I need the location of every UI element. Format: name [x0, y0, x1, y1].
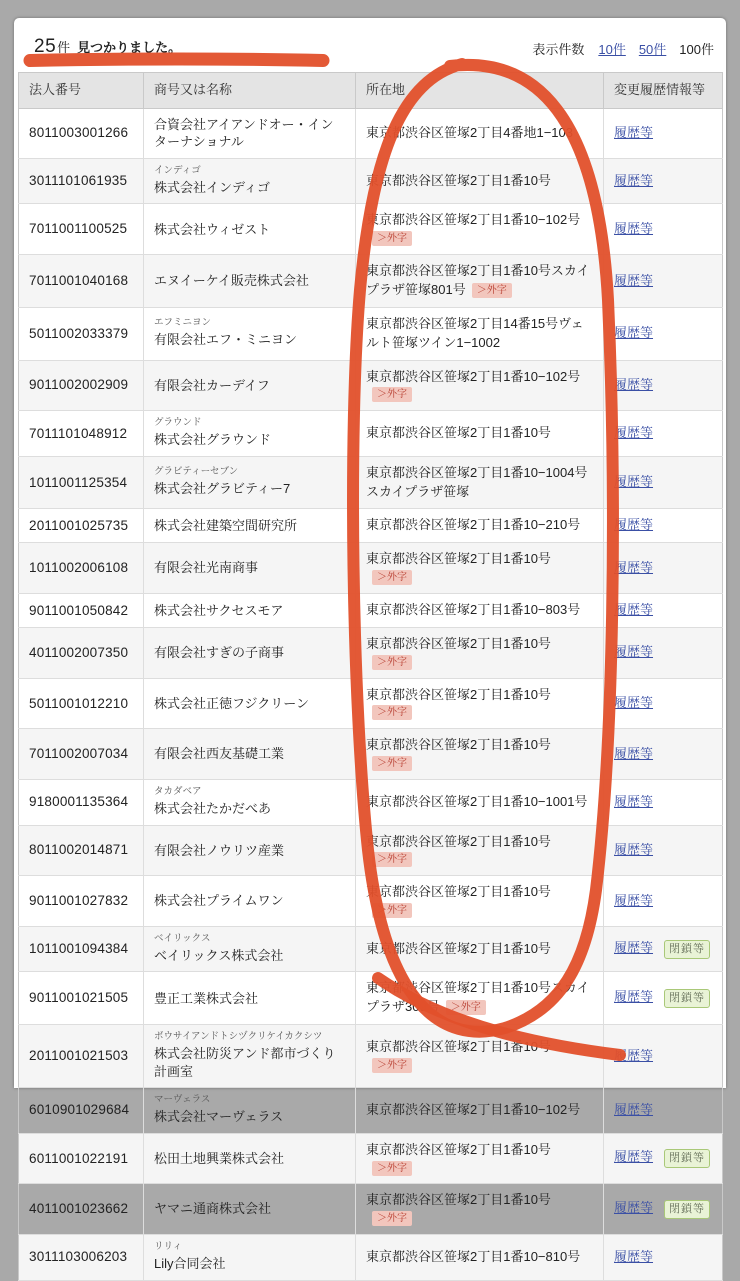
address: 東京都渋谷区笹塚2丁目14番15号ヴェルト笹塚ツイン1−1002: [366, 315, 584, 350]
furigana: ボウサイアンドトシヅクリケイカクシツ: [154, 1031, 323, 1043]
table-row: [19, 411, 723, 456]
company-name: 株式会社グラビティー7: [154, 481, 291, 497]
history-cell: [604, 360, 723, 411]
table-row: [19, 360, 723, 411]
address: 東京都渋谷区笹塚2丁目1番10−102号: [366, 1102, 581, 1117]
corporate-number-cell: [19, 307, 144, 360]
result-count-unit: 件: [57, 40, 71, 55]
history-cell: [604, 411, 723, 456]
corporate-number-cell: [19, 678, 144, 729]
gaiji-badge: ＞外字: [446, 1000, 486, 1015]
address-cell: [356, 678, 604, 729]
history-link[interactable]: 履歴等: [614, 376, 654, 392]
gaiji-badge: ＞外字: [372, 705, 412, 720]
results-bar: [14, 18, 726, 58]
found-text: 見つかりました。: [77, 40, 182, 55]
history-link[interactable]: 履歴等: [614, 892, 654, 908]
corporate-number: 9011001027832: [29, 893, 129, 909]
company-name-cell: [144, 927, 356, 972]
history-cell: [604, 255, 723, 308]
address-cell: [356, 825, 604, 876]
address: 東京都渋谷区笹塚2丁目1番10−102号: [366, 212, 581, 228]
address-cell: [356, 1184, 604, 1235]
gaiji-badge: ＞外字: [372, 1058, 412, 1073]
gaiji-badge: ＞外字: [372, 570, 412, 585]
table-header-row: [19, 73, 723, 109]
history-cell: [604, 307, 723, 360]
table-row: [19, 1235, 723, 1280]
gaiji-badge: ＞外字: [372, 852, 412, 867]
gaiji-badge: ＞外字: [372, 756, 412, 771]
address: 東京都渋谷区笹塚2丁目1番10−1004号スカイプラザ笹塚: [366, 464, 588, 499]
company-name: 有限会社光南商事: [154, 560, 259, 576]
company-name-cell: [144, 543, 356, 594]
address: 東京都渋谷区笹塚2丁目1番10号: [366, 551, 551, 567]
address-cell: [356, 543, 604, 594]
furigana: インディゴ: [154, 164, 201, 176]
corporate-number-cell: [19, 1088, 144, 1133]
corporate-number-cell: [19, 204, 144, 255]
corporate-number: 8011002014871: [29, 842, 129, 858]
closed-badge: 閉鎖等: [664, 940, 710, 959]
address: 東京都渋谷区笹塚2丁目1番10号: [366, 833, 551, 849]
history-cell: [604, 1235, 723, 1280]
history-link[interactable]: 履歴等: [614, 1148, 654, 1164]
company-name: 株式会社正徳フジクリーン: [154, 695, 309, 711]
corporate-number-cell: [19, 543, 144, 594]
table-row: [19, 780, 723, 825]
closed-badge: 閉鎖等: [664, 1200, 710, 1219]
gaiji-badge: ＞外字: [372, 903, 412, 918]
address-cell: [356, 360, 604, 411]
furigana: グラウンド: [154, 417, 202, 429]
table-row: [19, 1025, 723, 1088]
address-cell: [356, 972, 604, 1025]
table-row: [19, 158, 723, 203]
address-cell: [356, 1088, 604, 1133]
company-name: 株式会社たかだべあ: [154, 801, 272, 816]
table-row: [19, 456, 723, 509]
history-cell: [604, 204, 723, 255]
header-corporate-number: 法人番号: [19, 73, 144, 109]
company-name-cell: [144, 307, 356, 360]
display-count-option-50[interactable]: 50件: [638, 42, 667, 57]
history-cell: [604, 594, 723, 628]
company-name: 株式会社プライムワン: [154, 893, 284, 909]
address: 東京都渋谷区笹塚2丁目1番10号: [366, 884, 551, 900]
history-cell: [604, 780, 723, 825]
gaiji-badge: ＞外字: [472, 283, 512, 298]
company-name-cell: [144, 108, 356, 158]
display-count-option-10[interactable]: 10件: [598, 42, 626, 57]
address-cell: [356, 780, 604, 825]
history-cell: [604, 876, 723, 927]
company-name: 有限会社すぎの子商事: [154, 644, 285, 660]
address-cell: [356, 627, 604, 678]
corporate-number: 9011002002909: [29, 377, 129, 393]
address: 東京都渋谷区笹塚2丁目1番10号スカイプラザ笹塚801号: [366, 263, 590, 298]
corporate-number: 1011002006108: [29, 560, 129, 576]
history-link[interactable]: 履歴等: [614, 695, 654, 711]
gaiji-badge: ＞外字: [372, 387, 412, 402]
history-cell: [604, 678, 723, 729]
history-cell: [604, 108, 723, 158]
corporate-number-cell: [19, 1133, 144, 1184]
results-table: [18, 72, 723, 1281]
corporate-number: 8011003001266: [29, 125, 129, 141]
corporate-number-cell: [19, 627, 144, 678]
history-cell: [604, 1184, 723, 1235]
company-name: 株式会社グラウンド: [154, 432, 272, 448]
company-name-cell: [144, 627, 356, 678]
table-row: [19, 825, 723, 876]
furigana: タカダベア: [154, 786, 202, 798]
company-name-cell: [144, 1088, 356, 1133]
table-row: [19, 509, 723, 543]
history-link[interactable]: 履歴等: [614, 644, 654, 660]
corporate-number: 7011101048912: [29, 425, 128, 441]
company-name-cell: [144, 1235, 356, 1280]
corporate-number: 6011001022191: [29, 1150, 129, 1166]
address-cell: [356, 594, 604, 628]
history-cell: [604, 1088, 723, 1133]
table-row: [19, 1133, 723, 1184]
company-name-cell: [144, 411, 356, 456]
company-name-cell: [144, 255, 356, 308]
company-name-cell: [144, 456, 356, 509]
closed-badge: 閉鎖等: [664, 1149, 710, 1168]
table-row: [19, 972, 723, 1025]
company-name: 株式会社サクセスモア: [154, 602, 284, 618]
display-count-option-100-selected: 100件: [679, 42, 714, 57]
company-name: 豊正工業株式会社: [154, 990, 259, 1006]
history-link[interactable]: 履歴等: [614, 425, 654, 441]
history-cell: [604, 543, 723, 594]
corporate-number: 2011001021503: [29, 1048, 129, 1064]
corporate-number: 5011001012210: [29, 695, 129, 711]
gaiji-badge: ＞外字: [372, 231, 412, 246]
history-link[interactable]: 履歴等: [614, 325, 654, 341]
address-cell: [356, 456, 604, 509]
address-cell: [356, 255, 604, 308]
results-table-body: [19, 108, 723, 1280]
address: 東京都渋谷区笹塚2丁目1番10号: [366, 425, 551, 441]
closed-badge: 閉鎖等: [664, 989, 710, 1008]
result-count-number: 25: [34, 36, 57, 57]
table-row: [19, 627, 723, 678]
company-name: 株式会社ウィゼスト: [154, 221, 271, 237]
company-name: 有限会社エフ・ミニヨン: [154, 332, 298, 348]
corporate-number: 1011001094384: [29, 941, 129, 957]
company-name-cell: [144, 729, 356, 780]
furigana: ベイリックス: [154, 933, 211, 945]
address-cell: [356, 204, 604, 255]
history-link[interactable]: 履歴等: [614, 220, 654, 236]
history-link[interactable]: 履歴等: [614, 841, 654, 857]
company-name: 株式会社建築空間研究所: [154, 518, 298, 534]
history-link[interactable]: 履歴等: [614, 939, 654, 955]
history-cell: [604, 509, 723, 543]
furigana: マーヴェラス: [154, 1094, 211, 1106]
company-name-cell: [144, 360, 356, 411]
address-cell: [356, 411, 604, 456]
corporate-number: 4011002007350: [29, 644, 129, 660]
header-change-history: 変更履歴情報等: [604, 73, 723, 109]
address-cell: [356, 1133, 604, 1184]
address: 東京都渋谷区笹塚2丁目1番10−210号: [366, 517, 581, 533]
table-row: [19, 1088, 723, 1133]
table-row: [19, 543, 723, 594]
display-count-label: 表示件数: [532, 42, 585, 57]
address: 東京都渋谷区笹塚2丁目1番10号: [366, 172, 551, 188]
history-link[interactable]: 履歴等: [614, 172, 654, 188]
corporate-number: 4011001023662: [29, 1201, 129, 1217]
company-name-cell: [144, 876, 356, 927]
table-row: [19, 729, 723, 780]
corporate-number-cell: [19, 972, 144, 1025]
address: 東京都渋谷区笹塚2丁目1番10号: [366, 1039, 551, 1055]
history-link[interactable]: 履歴等: [614, 793, 654, 809]
address: 東京都渋谷区笹塚2丁目1番10号: [366, 686, 551, 702]
address: 東京都渋谷区笹塚2丁目1番10−803号: [366, 602, 581, 618]
company-name: 有限会社ノウリツ産業: [154, 842, 285, 858]
corporate-number: 9180001135364: [29, 794, 129, 810]
header-address: 所在地: [356, 73, 604, 109]
furigana: グラビティーセブン: [154, 466, 239, 478]
company-name-cell: [144, 1025, 356, 1088]
header-company-name: 商号又は名称: [144, 73, 356, 109]
corporate-number: 7011001100525: [29, 221, 128, 237]
company-name: 株式会社防災アンド都市づくり計画室: [154, 1046, 336, 1079]
corporate-number: 9011001021505: [29, 990, 129, 1006]
history-link[interactable]: 履歴等: [614, 602, 654, 617]
address-cell: [356, 158, 604, 203]
furigana: エフミニヨン: [154, 317, 212, 329]
company-name: 株式会社マーヴェラス: [154, 1109, 284, 1125]
history-cell: [604, 1025, 723, 1088]
corporate-number: 7011002007034: [29, 746, 129, 762]
furigana: リリィ: [154, 1241, 183, 1253]
table-row: [19, 204, 723, 255]
history-link[interactable]: 履歴等: [614, 1047, 654, 1063]
address: 東京都渋谷区笹塚2丁目1番10号: [366, 940, 551, 956]
address-cell: [356, 307, 604, 360]
corporate-number-cell: [19, 456, 144, 509]
history-cell: [604, 1133, 723, 1184]
table-row: [19, 678, 723, 729]
table-row: [19, 594, 723, 628]
history-link[interactable]: 履歴等: [614, 1199, 654, 1215]
history-link[interactable]: 履歴等: [614, 988, 654, 1004]
address: 東京都渋谷区笹塚2丁目1番10−1001号: [366, 793, 588, 809]
gaiji-badge: ＞外字: [372, 1161, 412, 1176]
corporate-number-cell: [19, 825, 144, 876]
company-name: 松田土地興業株式会社: [154, 1150, 285, 1166]
company-name-cell: [144, 158, 356, 203]
address: 東京都渋谷区笹塚2丁目1番10号: [366, 1192, 551, 1208]
address: 東京都渋谷区笹塚2丁目4番地1−103: [366, 125, 573, 141]
company-name-cell: [144, 1184, 356, 1235]
corporate-number-cell: [19, 594, 144, 628]
history-link[interactable]: 履歴等: [614, 559, 654, 575]
corporate-number-cell: [19, 729, 144, 780]
history-cell: [604, 825, 723, 876]
corporate-number-cell: [19, 780, 144, 825]
table-row: [19, 108, 723, 158]
corporate-number-cell: [19, 411, 144, 456]
company-name-cell: [144, 825, 356, 876]
table-row: [19, 1184, 723, 1235]
history-link[interactable]: 履歴等: [614, 124, 654, 140]
address: 東京都渋谷区笹塚2丁目1番10号スカイプラザ309号: [366, 980, 590, 1015]
corporate-number-cell: [19, 255, 144, 308]
corporate-number: 7011001040168: [29, 273, 129, 289]
corporate-number-cell: [19, 876, 144, 927]
address: 東京都渋谷区笹塚2丁目1番10号: [366, 737, 551, 753]
address-cell: [356, 1235, 604, 1280]
company-name: Lily合同会社: [154, 1256, 226, 1272]
company-name: 有限会社西友基礎工業: [154, 746, 285, 762]
corporate-number-cell: [19, 1235, 144, 1280]
table-row: [19, 255, 723, 308]
company-name: ヤマニ通商株式会社: [154, 1201, 272, 1217]
corporate-number: 3011103006203: [29, 1249, 128, 1265]
address-cell: [356, 509, 604, 543]
company-name-cell: [144, 594, 356, 628]
history-link[interactable]: 履歴等: [614, 1248, 654, 1264]
corporate-number-cell: [19, 158, 144, 203]
history-cell: [604, 972, 723, 1025]
corporate-number-cell: [19, 360, 144, 411]
corporate-number-cell: [19, 509, 144, 543]
history-cell: [604, 927, 723, 972]
company-name-cell: [144, 780, 356, 825]
history-cell: [604, 729, 723, 780]
table-row: [19, 876, 723, 927]
history-link[interactable]: 履歴等: [614, 1101, 654, 1117]
corporate-number-cell: [19, 108, 144, 158]
company-name: 有限会社カーデイフ: [154, 377, 270, 393]
address: 東京都渋谷区笹塚2丁目1番10−810号: [366, 1248, 581, 1264]
corporate-number-cell: [19, 1025, 144, 1088]
gaiji-badge: ＞外字: [372, 655, 412, 670]
company-name-cell: [144, 509, 356, 543]
address-cell: [356, 729, 604, 780]
company-name: 合資会社アイアンドオー・インターナショナル: [154, 116, 334, 150]
table-row: [19, 307, 723, 360]
corporate-number: 5011002033379: [29, 325, 129, 341]
company-name: ベイリックス株式会社: [154, 947, 284, 963]
history-link[interactable]: 履歴等: [614, 474, 654, 490]
gaiji-badge: ＞外字: [372, 1211, 412, 1226]
results-card: [14, 18, 726, 1272]
address-cell: [356, 1025, 604, 1088]
display-count-selector: [532, 39, 714, 58]
corporate-number-cell: [19, 1184, 144, 1235]
results-count: [34, 36, 181, 58]
history-cell: [604, 158, 723, 203]
address-cell: [356, 108, 604, 158]
history-cell: [604, 627, 723, 678]
company-name-cell: [144, 1133, 356, 1184]
corporate-number: 6010901029684: [29, 1102, 130, 1118]
history-link[interactable]: 履歴等: [614, 517, 654, 533]
corporate-number: 9011001050842: [29, 602, 129, 618]
company-name-cell: [144, 678, 356, 729]
history-cell: [604, 456, 723, 509]
address: 東京都渋谷区笹塚2丁目1番10号: [366, 635, 551, 651]
history-link[interactable]: 履歴等: [614, 745, 654, 761]
corporate-number: 3011101061935: [29, 173, 128, 189]
address-cell: [356, 927, 604, 972]
address-cell: [356, 876, 604, 927]
table-row: [19, 927, 723, 972]
company-name: 株式会社インディゴ: [154, 179, 270, 195]
company-name: エヌイーケイ販売株式会社: [154, 273, 309, 289]
corporate-number: 1011001125354: [29, 474, 128, 490]
address: 東京都渋谷区笹塚2丁目1番10号: [366, 1141, 551, 1157]
corporate-number-cell: [19, 927, 144, 972]
company-name-cell: [144, 204, 356, 255]
address: 東京都渋谷区笹塚2丁目1番10−102号: [366, 368, 581, 384]
history-link[interactable]: 履歴等: [614, 272, 654, 288]
company-name-cell: [144, 972, 356, 1025]
corporate-number: 2011001025735: [29, 517, 129, 533]
